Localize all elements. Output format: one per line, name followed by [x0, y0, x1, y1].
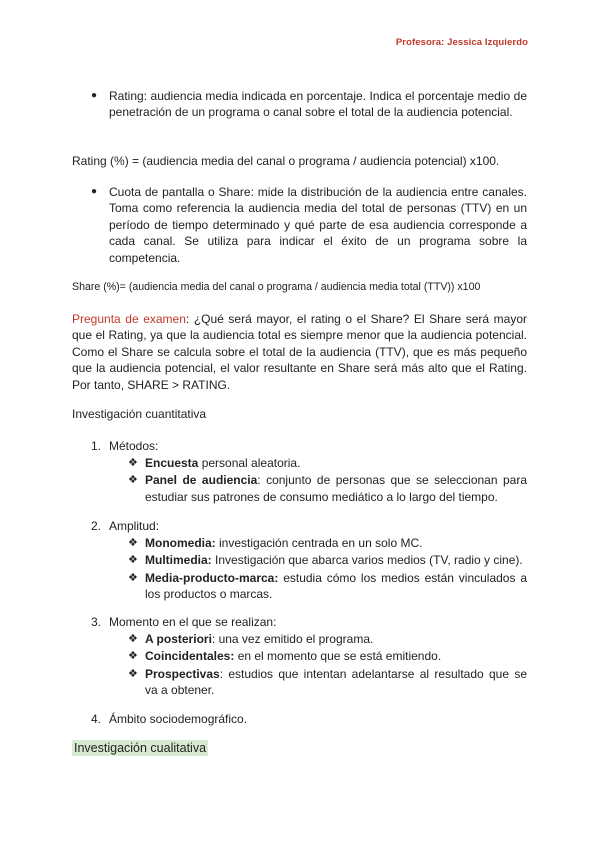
sub-item-term: Media-producto-marca:	[145, 570, 279, 585]
share-bullet	[91, 184, 527, 266]
sub-item-text: investigación centrada en un solo MC.	[215, 536, 423, 550]
list-item-methods	[91, 438, 527, 454]
sub-item	[128, 455, 527, 471]
sub-item-text: : una vez emitido el programa.	[211, 632, 374, 646]
sub-item-text: personal aleatoria.	[198, 456, 301, 470]
sub-item	[128, 570, 527, 603]
sub-list-timing	[128, 631, 527, 700]
diamond-bullet-icon: ❖	[128, 571, 138, 584]
diamond-bullet-icon: ❖	[128, 457, 138, 469]
sub-item	[128, 631, 527, 647]
sub-item	[128, 666, 527, 699]
sub-item-term: Multimedia:	[145, 553, 212, 568]
rating-formula: Rating (%) = (audiencia media del canal o programa / audiencia potencial) x100.	[72, 154, 500, 168]
diamond-bullet-icon: ❖	[128, 650, 138, 663]
diamond-bullet-icon: ❖	[128, 667, 138, 680]
list-number: 2.	[91, 519, 102, 533]
exam-label: Pregunta de examen	[72, 312, 186, 326]
sub-list-methods	[128, 455, 527, 506]
list-number: 1.	[91, 439, 102, 453]
sub-item-term: Monomedia:	[145, 536, 216, 550]
list-label: Métodos:	[109, 439, 159, 453]
list-label: Momento en el que se realizan:	[109, 615, 277, 629]
sub-item-term: Panel de audiencia	[145, 473, 258, 488]
diamond-bullet-icon: ❖	[128, 554, 138, 567]
sub-item-term: A posteriori	[145, 632, 212, 646]
sub-item-text: : estudios que intentan adelantarse al resultado que se va a obtener.	[145, 666, 527, 698]
sub-item-text: en el momento que se está emitiendo.	[234, 649, 442, 664]
share-formula: Share (%)= (audiencia media del canal o programa / audiencia media total (TTV)) x100	[72, 281, 481, 293]
sub-item	[128, 472, 527, 505]
sub-item-term: Prospectivas	[145, 666, 220, 681]
diamond-bullet-icon: ❖	[128, 474, 138, 487]
exam-text: : ¿Qué será mayor, el rating o el Share? El Share será mayor que el Rating, ya que la audiencia total es siempre menor que la audiencia potencial. Como el Share se calcula sobre el total de la audiencia (TTV), que es más pequeño que la audiencia potencial, el valor resultante en Share será más alto que el Rating. Por tanto, SHARE > RATING.	[72, 312, 527, 392]
exam-question	[72, 311, 527, 393]
bullet-icon: ●	[91, 90, 98, 101]
rating-bullet-text: Rating: audiencia media indicada en porcentaje. Indica el porcentaje medio de penetración de un programa o canal sobre el total de la audiencia potencial.	[109, 89, 527, 120]
rating-bullet	[91, 88, 527, 121]
list-label: Amplitud:	[109, 519, 160, 533]
sub-item-term: Encuesta	[145, 456, 199, 470]
diamond-bullet-icon: ❖	[128, 537, 138, 549]
list-item-sociodemographic	[91, 711, 527, 727]
sub-item-text: estudia cómo los medios están vinculados a los productos o marcas.	[145, 570, 527, 602]
diamond-bullet-icon: ❖	[128, 633, 138, 645]
section-heading-qualitative: Investigación cualitativa	[74, 741, 207, 755]
section-heading-quantitative: Investigación cuantitativa	[72, 407, 207, 421]
sub-list-scope	[128, 535, 527, 604]
list-number: 4.	[91, 712, 102, 726]
sub-item	[128, 648, 527, 664]
bullet-icon: ●	[91, 186, 98, 197]
sub-item	[128, 552, 527, 568]
sub-item-text: Investigación que abarca varios medios (TV, radio y cine).	[211, 553, 523, 568]
sub-item-term: Coincidentales:	[145, 649, 235, 664]
sub-item	[128, 535, 527, 551]
teacher-header: Profesora: Jessica Izquierdo	[395, 37, 528, 48]
share-bullet-text: Cuota de pantalla o Share: mide la distribución de la audiencia entre canales. Toma como referencia la audiencia media del total de personas (TTV) en un período de tiempo determinado y qué parte de esa audiencia corresponde a cada canal. Se utiliza para indicar el éxito de un programa sobre la competencia.	[109, 185, 527, 265]
list-number: 3.	[91, 615, 102, 629]
sub-item-text: : conjunto de personas que se seleccionan para estudiar sus patrones de consumo mediático a lo largo del tiempo.	[145, 473, 528, 504]
list-label: Ámbito sociodemográfico.	[109, 712, 248, 726]
list-item-timing	[91, 614, 527, 630]
list-item-scope	[91, 518, 527, 534]
